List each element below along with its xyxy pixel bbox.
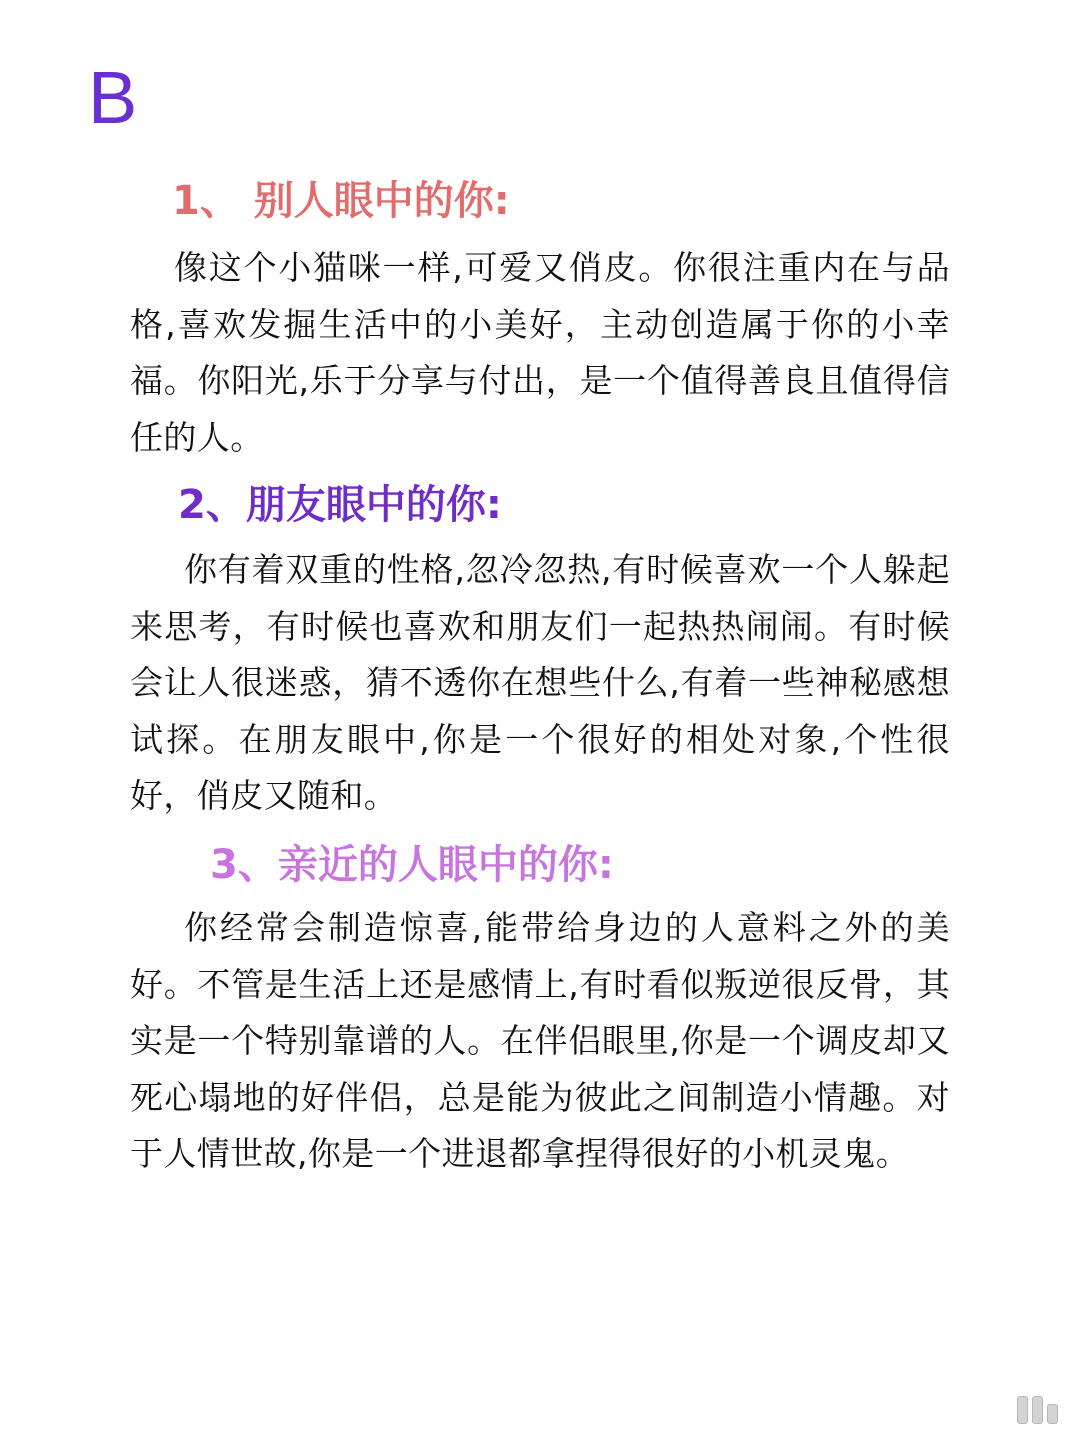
section-2-text: 你有着双重的性格,忽冷忽热,有时候喜欢一个人躲起来思考，有时候也喜欢和朋友们一起热热闹闹。有时候会让人很迷惑，猜不透你在想些什么,有着一些神秘感想试探。在朋友眼中,你是一个很好的相处对象,个性很好，俏皮又随和。	[130, 550, 950, 815]
platform-logo-icon	[1017, 1396, 1058, 1424]
section-2-heading: 2、朋友眼中的你:	[178, 482, 502, 528]
section-1-heading: 1、 别人眼中的你:	[172, 178, 510, 224]
section-1-text: 像这个小猫咪一样,可爱又俏皮。你很注重内在与品格,喜欢发掘生活中的小美好，主动创造属于你的小幸福。你阳光,乐于分享与付出，是一个值得善良且值得信任的人。	[130, 248, 950, 457]
logo-bar-icon	[1017, 1396, 1028, 1424]
section-3-heading: 3、亲近的人眼中的你:	[210, 842, 614, 888]
logo-bar-icon	[1047, 1404, 1058, 1424]
letter-mark: B	[88, 56, 138, 139]
section-3-text: 你经常会制造惊喜,能带给身边的人意料之外的美好。不管是生活上还是感情上,有时看似叛逆很反骨，其实是一个特别靠谱的人。在伴侣眼里,你是一个调皮却又死心塌地的好伴侣，总是能为彼此之间制造小情趣。对于人情世故,你是一个进退都拿捏得很好的小机灵鬼。	[130, 908, 950, 1173]
logo-bar-icon	[1032, 1396, 1043, 1424]
